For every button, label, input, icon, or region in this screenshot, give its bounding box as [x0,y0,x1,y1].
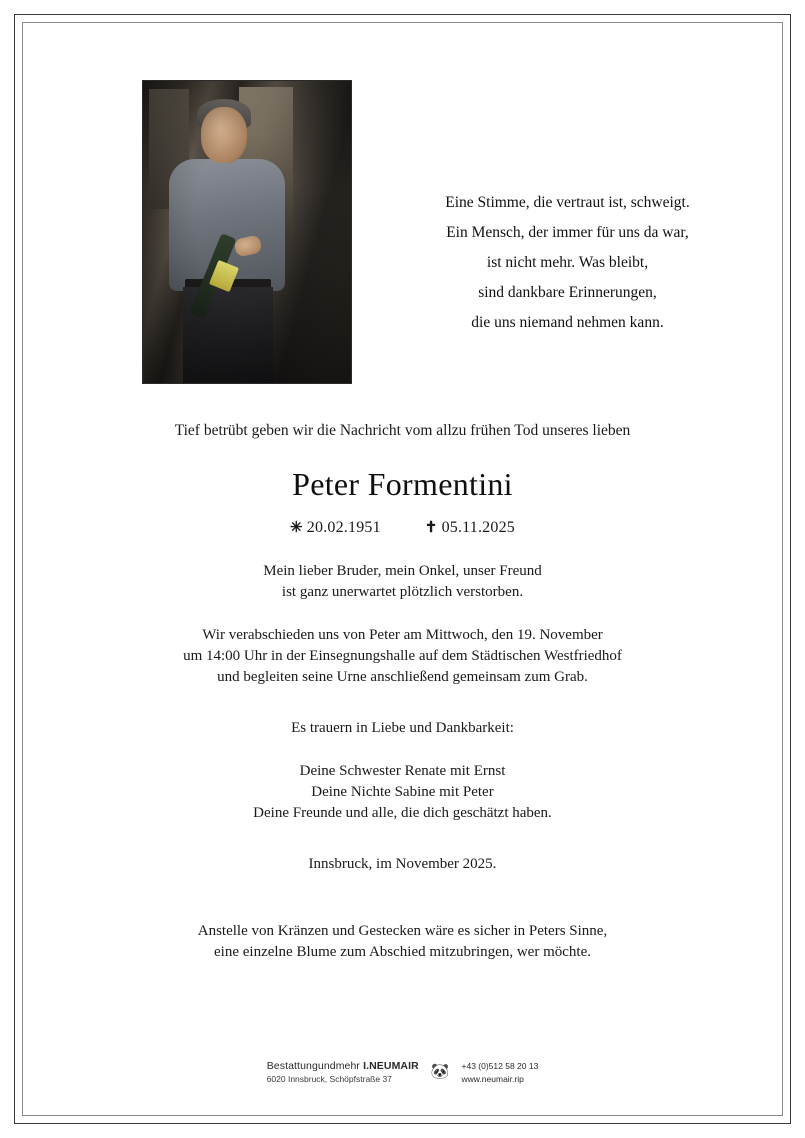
birth-date: 20.02.1951 [306,519,381,536]
announcement-lead: Tief betrübt geben wir die Nachricht vom allzu frühen Tod unseres lieben [174,422,631,439]
verse-line: Ein Mensch, der immer für uns da war, [446,224,689,241]
mourners-heading: Es trauern in Liebe und Dankbarkeit: [291,720,514,736]
mourner-line: Deine Schwester Renate mit Ernst [299,763,506,779]
request-line: Anstelle von Kränzen und Gestecken wäre es sicher in Peters Sinne, [197,923,608,939]
memorial-verse [360,188,775,338]
funeral-line: Wir verabschieden uns von Peter am Mittwoch, den 19. November [202,627,603,643]
mourners-list [30,761,775,824]
deceased-name: Peter Formentini [292,466,513,502]
relation-line: ist ganz unerwartet plötzlich verstorben. [281,584,524,600]
funeral-home-brand [267,1060,419,1072]
place-and-date: Innsbruck, im November 2025. [308,856,497,872]
life-dates [30,518,775,537]
death-cross-icon: ✝ [424,520,438,536]
request-line: eine einzelne Blume zum Abschied mitzubringen, wer möchte. [214,944,591,960]
brand-light-text: Bestattungundmehr [266,1060,361,1072]
verse-line: die uns niemand nehmen kann. [471,314,664,331]
verse-line: Eine Stimme, die vertraut ist, schweigt. [445,194,690,211]
announcement-section [30,400,775,963]
relation-line: Mein lieber Bruder, mein Onkel, unser Freund [263,563,542,579]
header-section [30,80,775,400]
funeral-home-website[interactable]: www.neumair.rip [461,1073,524,1084]
footer-inner [267,1060,539,1084]
butterfly-icon: 🐼 [430,1063,450,1080]
funeral-details [30,625,775,688]
funeral-line: um 14:00 Uhr in der Einsegnungshalle auf dem Städtischen Westfriedhof [183,648,622,664]
verse-line: ist nicht mehr. Was bleibt, [486,254,649,271]
relation-text [30,561,775,603]
card-content [30,30,775,1108]
funeral-home-address: 6020 Innsbruck, Schöpfstraße 37 [266,1074,392,1084]
birth-star-icon: ✳ [290,520,303,536]
funeral-home-info [267,1060,419,1084]
footer [30,1060,775,1102]
portrait-photo-frame [142,80,352,384]
photo-vignette [143,81,351,383]
mourner-line: Deine Freunde und alle, die dich geschätzt haben. [253,805,552,821]
brand-strong-text: I.NEUMAIR [363,1060,419,1072]
verse-line: sind dankbare Erinnerungen, [478,284,657,301]
funeral-home-phone: +43 (0)512 58 20 13 [461,1060,539,1071]
flower-request [30,921,775,963]
funeral-line: und begleiten seine Urne anschließend gemeinsam zum Grab. [217,669,588,685]
death-date: 05.11.2025 [441,519,515,536]
mourner-line: Deine Nichte Sabine mit Peter [311,784,494,800]
portrait-photo [143,81,351,383]
funeral-home-contact [462,1061,539,1084]
